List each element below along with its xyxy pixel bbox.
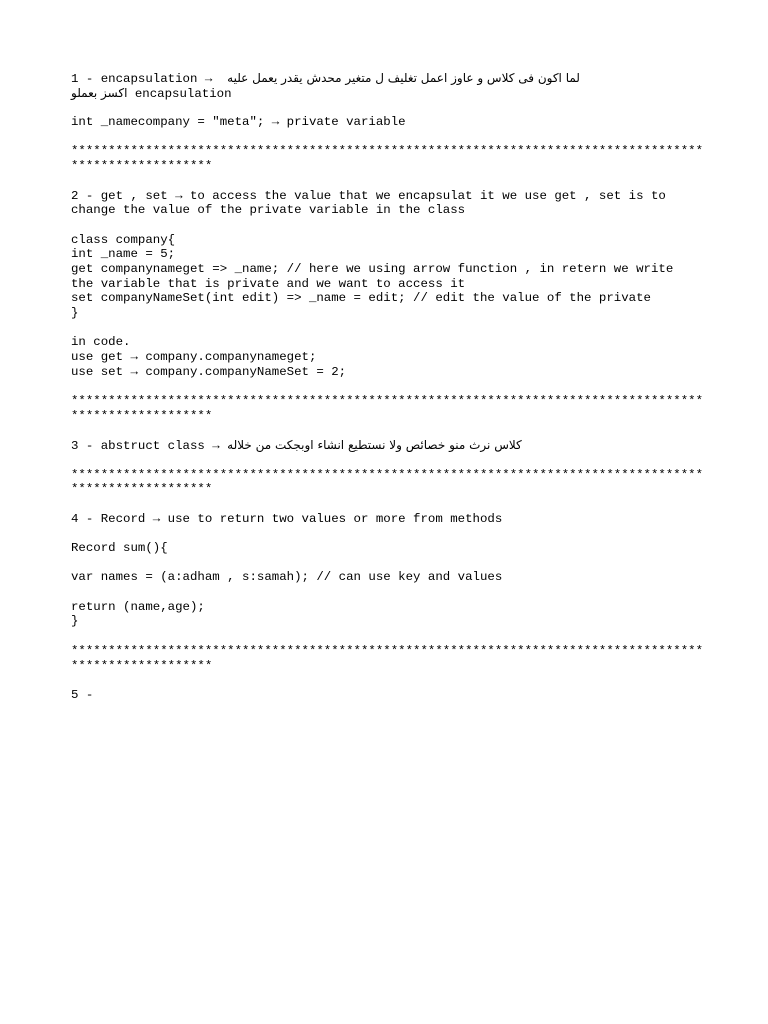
separator-line-2b: ******************* — [71, 408, 213, 423]
document-page — [71, 71, 704, 703]
s4-code3: return (name,age); — [71, 599, 205, 614]
blank-line — [71, 526, 701, 541]
separator-line-1a: ************************************************************************************* — [71, 144, 704, 159]
s2-usage3: use set → company.companyNameSet = 2; — [71, 364, 347, 379]
s2-usage1: in code. — [71, 335, 131, 350]
blank-line — [71, 629, 701, 644]
s2-usage2: use get → company.companynameget; — [71, 350, 317, 365]
s2-line2: change the value of the private variable in the class — [71, 203, 466, 218]
s1-line1-arabic: لما اكون فى كلاس و عاوز اعمل تغليف ل متغير محدش يقدر يعمل عليه — [227, 71, 580, 85]
blank-line — [71, 424, 701, 439]
separator-line-3a: ************************************************************************************* — [71, 467, 704, 482]
blank-line — [71, 453, 701, 468]
separator-line-3b: ******************* — [71, 482, 213, 497]
s4-code1: Record sum(){ — [71, 541, 168, 555]
s2-code2: int _name = 5; — [71, 247, 176, 262]
s1-line2 — [71, 86, 701, 101]
s1-line2-suffix: encapsulation — [127, 86, 232, 101]
s1-example: int _namecompany = "meta"; → private variable — [71, 115, 406, 130]
blank-line — [71, 585, 701, 600]
blank-line — [71, 556, 701, 571]
s1-line1-prefix: 1 - encapsulation → — [71, 72, 220, 86]
separator-line-4b: ******************* — [71, 658, 213, 673]
s2-line1: 2 - get , set → to access the value that we encapsulat it we use get , set is to — [71, 188, 666, 203]
blank-line — [71, 100, 701, 115]
blank-line — [71, 379, 701, 394]
blank-line — [71, 130, 701, 145]
separator-line-1b: ******************* — [71, 159, 213, 174]
s1-line1 — [71, 71, 701, 86]
blank-line — [71, 497, 701, 512]
s2-code5: set companyNameSet(int edit) => _name = edit; // edit the value of the private — [71, 291, 651, 306]
s3-arabic: كلاس نرث منو خصائص ولا نستطيع انشاء اوبجكت من خلاله — [227, 438, 522, 453]
s4-code2: var names = (a:adham , s:samah); // can use key and values — [71, 570, 503, 585]
s3-line1 — [71, 438, 701, 453]
separator-line-2a: ************************************************************************************* — [71, 394, 704, 409]
s2-code6: } — [71, 306, 79, 320]
s3-prefix: 3 - abstruct class → — [71, 439, 228, 454]
blank-line — [71, 321, 701, 336]
s2-code3: get companynameget => _name; // here we using arrow function , in retern we write — [71, 261, 674, 276]
blank-line — [71, 673, 701, 688]
s2-code4: the variable that is private and we want to access it — [71, 276, 466, 291]
separator-line-4a: ************************************************************************************* — [71, 643, 704, 658]
blank-line — [71, 218, 701, 233]
blank-line — [71, 174, 701, 189]
s2-code1: class company{ — [71, 232, 176, 247]
s4-code4: } — [71, 614, 79, 629]
s4-line1: 4 - Record → use to return two values or more from methods — [71, 511, 503, 526]
s1-line2-arabic: اكسز بعملو — [71, 85, 128, 100]
s5-line1: 5 - — [71, 687, 94, 702]
